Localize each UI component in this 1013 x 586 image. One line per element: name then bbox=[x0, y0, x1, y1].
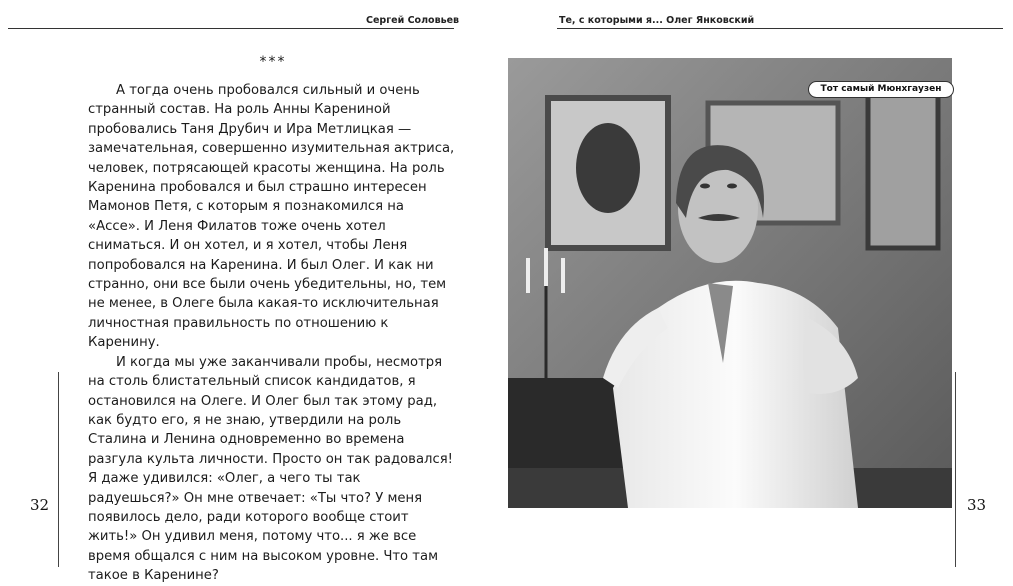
photo-caption: Тот самый Мюнхгаузен bbox=[808, 81, 954, 98]
margin-line-right bbox=[955, 372, 956, 567]
photo-man-in-white-shirt bbox=[508, 58, 952, 508]
page-number-left: 32 bbox=[30, 496, 50, 514]
body-text bbox=[88, 81, 455, 586]
paragraph-1: А тогда очень пробовался сильный и очень странный состав. На роль Анны Карениной пробовались Таня Друбич и Ира Метлицкая — замечательная, совершенно изумительная актриса, человек, потрясающей красоты женщина. На роль Каренина пробовался и был страшно интересен Мамонов Петя, с которым я познакомился на «Ассе». И Леня Филатов тоже очень хотел сниматься. И он хотел, и я хотел, чтобы Леня попробовался на Каренина. И был Олег. И как ни странно, они все были очень убедительны, но, тем не менее, в Олеге была какая-то исключительная личностная правильность по отношению к Каренину. bbox=[88, 83, 455, 351]
header-rule-left bbox=[8, 28, 454, 29]
running-header-right: Те, с которыми я... Олег Янковский bbox=[559, 15, 755, 26]
running-header-left: Сергей Соловьев bbox=[366, 15, 460, 26]
header-rule-right bbox=[557, 28, 1003, 29]
margin-line-left bbox=[58, 372, 59, 567]
paragraph-2: И когда мы уже заканчивали пробы, несмотря на столь блистательный список кандидатов, я остановился на Олеге. И Олег был так этому рад, как будто его, я не знаю, утвердили на роль Сталина и Ленина одновременно во времена разгула культа личности. Просто он так радовался! Я даже удивился: «Олег, а чего ты так радуешься?» Он мне отвечает: «Ты что? У меня появилось дело, ради которого вообще стоит жить!» Он удивил меня, потому что... я же все время общался с ним на высоком уровне. Что там такое в Каренине? bbox=[88, 354, 453, 584]
section-separator: *** bbox=[259, 54, 287, 70]
page-number-right: 33 bbox=[967, 496, 987, 514]
